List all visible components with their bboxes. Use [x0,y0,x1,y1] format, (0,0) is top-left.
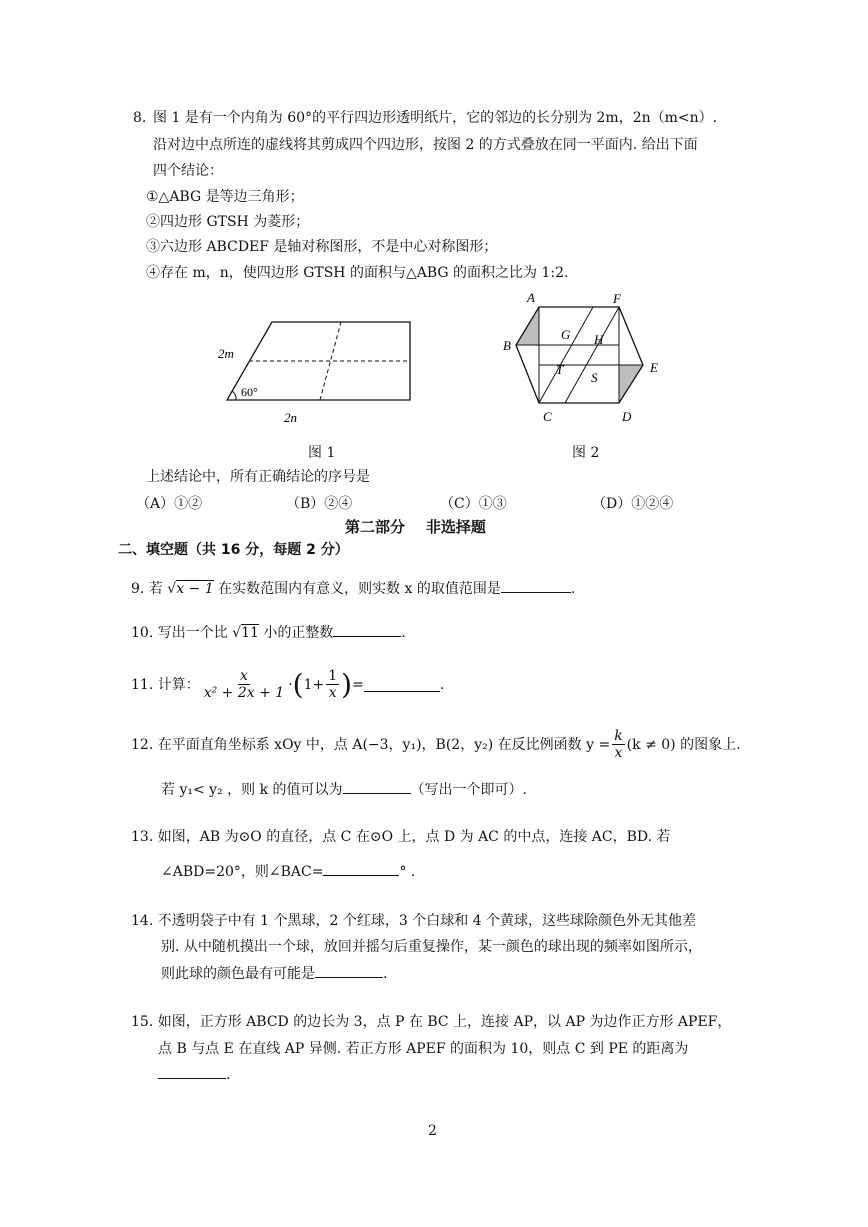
q11-equals: = [352,676,364,693]
q9-pre: 若 [148,581,163,597]
q8-conclusion-3: ③六边形 ABCDEF 是轴对称图形，不是中心对称图形； [146,239,498,255]
fig2-label-F: F [613,291,621,306]
fig1-caption: 图 1 [308,445,336,461]
q13-line2-post: ° . [399,864,416,880]
q12-answer-blank[interactable] [343,779,411,794]
fig2-label-E: E [650,360,658,375]
q11-pre: 计算： [157,676,200,693]
q10 [131,622,406,642]
q13-line1 [131,828,671,846]
q10-post: 小的正整数 [263,625,334,641]
fig2-label-A: A [527,290,535,305]
q14-answer-blank[interactable] [315,963,383,978]
fig2-label-B: B [503,338,511,353]
fig1-angle-label: 60° [241,385,258,399]
q15-number: 15. [131,1014,154,1030]
q12-k-fraction [612,728,624,761]
q11-tail: . [439,676,445,693]
q12-number: 12. [131,736,154,753]
fig1-side-label: 2m [218,346,234,361]
q8-conclusion-4: ④存在 m，n，使四边形 GTSH 的面积与△ABG 的面积之比为 1:2. [146,265,569,281]
q12-line2-pre: 若 y₁< y₂ ，则 k 的值可以为 [161,782,343,798]
q11-fraction-2 [326,668,339,701]
q13-answer-blank[interactable] [323,861,399,876]
q14-number: 14. [131,913,154,929]
q12-text1: 在平面直角坐标系 xOy 中，点 A(−3，y₁)，B(2，y₂) 在反比例函数 y = [157,736,611,753]
q11-inner-pre: 1+ [303,676,325,693]
q14-line3 [161,963,387,983]
q8-question: 上述结论中，所有正确结论的序号是 [146,469,370,485]
q9 [131,578,575,598]
q12-k-num: k [614,728,623,744]
q15-line2: 点 B 与点 E 在直线 AP 异侧. 若正方形 APEF 的面积为 10，则点 C 到 PE 的距离为 [158,1041,689,1057]
q11: 11. 计算： $\frac{x}{\text{x² + 2x + 1}}$ · ( 1+ $\frac{1}{x}$ ) = . [131,667,445,701]
q14-text1: 不透明袋子中有 1 个黑球，2 个红球，3 个白球和 4 个黄球，这些球除颜色外无其他差 [157,913,697,929]
figure-1-parallelogram [205,305,425,430]
q13-line2 [161,861,415,881]
q8-option-d[interactable]: （D）①②④ [592,496,674,512]
fig2-label-T: T [556,362,564,377]
q14-line3-pre: 则此球的颜色最有可能是 [161,966,315,982]
fig2-label-D: D [622,409,632,424]
q9-end: . [570,581,576,597]
q8-line1: 图 1 是有一个内角为 60°的平行四边形透明纸片，它的邻边的长分别为 2m，2n（m<n）. [153,110,718,126]
q12-k-den: x [614,745,623,761]
fig2-caption: 图 2 [572,445,600,461]
q10-number: 10. [131,625,154,641]
q13-number: 13. [131,829,154,845]
q9-radicand: x − 1 [176,581,214,597]
q8-line2: 沿对边中点所连的虚线将其剪成四个四边形，按图 2 的方式叠放在同一平面内. 给出下面 [153,137,698,153]
section2-heading: 二、填空题（共 16 分，每题 2 分） [118,542,349,558]
q15-line3 [158,1064,230,1084]
q13-line2-pre: ∠ABD=20°，则∠BAC= [161,864,324,880]
q11-num1: x [240,668,248,684]
q10-pre: 写出一个比 [157,625,228,641]
q8-option-b[interactable]: （B）②④ [286,496,353,512]
q8-line3: 四个结论： [153,163,223,179]
q8-conclusion-2: ②四边形 GTSH 为菱形； [146,214,310,230]
q11-fraction-1 [202,668,286,701]
part2-title: 第二部分 非选择题 [345,518,486,536]
q15-text1: 如图，正方形 ABCD 的边长为 3，点 P 在 BC 上，连接 AP，以 AP 为边作正方形 APEF， [157,1014,732,1030]
q12-line1 [131,728,741,761]
q9-answer-blank[interactable] [501,578,571,593]
fig1-bottom-label: 2n [284,410,297,425]
q12-line2 [161,779,527,799]
q11-den1: x² + 2x + 1 [203,685,285,701]
q9-number: 9. [131,581,145,597]
q8-number: 8. [133,110,147,126]
q11-number: 11. [131,676,154,693]
q13-text1: 如图，AB 为⊙O 的直径，点 C 在⊙O 上，点 D 为 AC 的中点，连接 AC，BD. 若 [157,829,671,845]
q15-answer-blank[interactable] [158,1064,226,1079]
q15-line1 [131,1013,731,1031]
q12-text1-end: (k ≠ 0) 的图象上. [626,736,741,753]
fig2-label-G: G [561,327,571,342]
q10-answer-blank[interactable] [333,622,401,637]
q10-end: . [401,625,406,641]
q9-post: 在实数范围内有意义，则实数 x 的取值范围是 [218,581,501,597]
q8-option-a[interactable]: （A）①② [136,496,203,512]
q8-option-c[interactable]: （C）①③ [440,496,507,512]
q14-line1 [131,912,696,930]
fig2-label-S: S [591,370,598,385]
q10-radicand: 11 [241,625,259,641]
figure-2-hexagon [495,285,670,430]
q14-line3-post: . [383,966,388,982]
q12-line2-post: （写出一个即可）. [410,782,527,798]
q11-den2: x [328,685,337,701]
fig2-label-C: C [543,409,552,424]
fig2-label-H: H [594,332,604,347]
q8-conclusion-1: ①△ABG 是等边三角形； [146,189,304,205]
q14-line2: 别. 从中随机摸出一个球，放回并摇匀后重复操作，某一颜色的球出现的频率如图所示， [161,939,702,955]
q11-num2: 1 [328,668,338,684]
q10-sqrt: √11 [232,625,259,641]
q11-answer-blank[interactable] [364,677,440,692]
q15-line3-post: . [226,1067,231,1083]
q9-sqrt: √x − 1 [167,581,214,597]
page-number: 2 [428,1123,437,1139]
